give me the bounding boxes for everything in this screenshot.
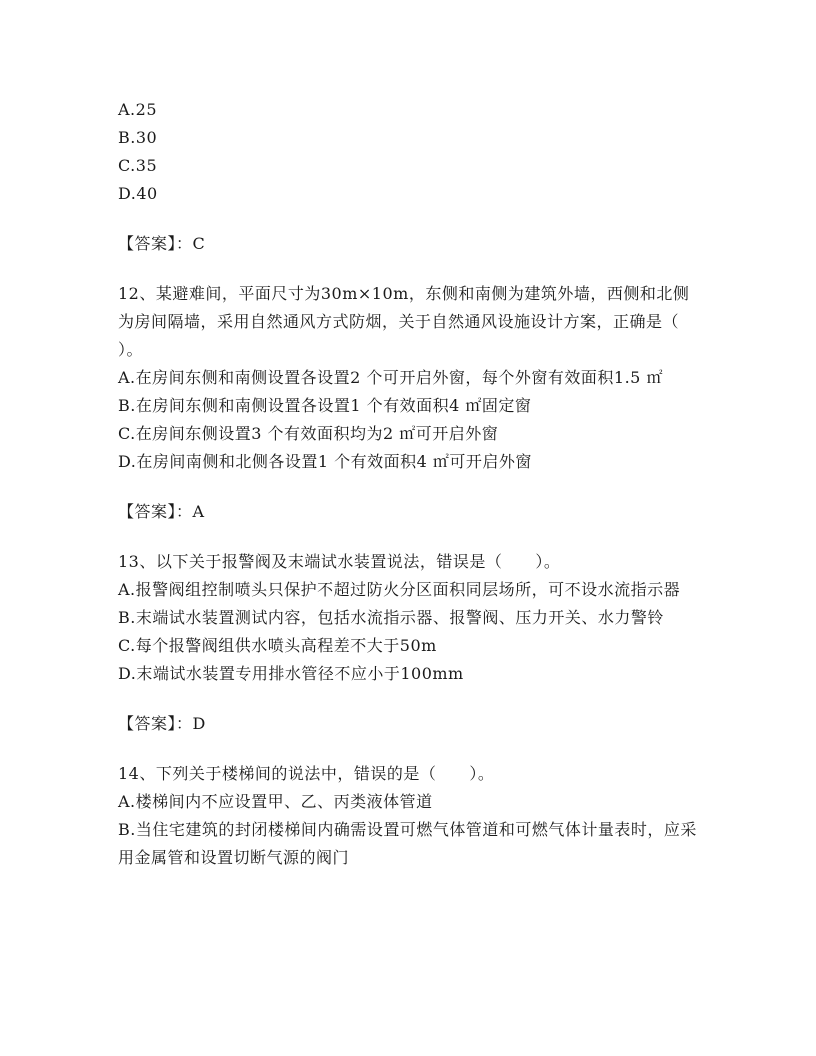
answer-12: 【答案】：A — [118, 502, 205, 521]
option-a: A.在房间东侧和南侧设置各设置2 个可开启外窗，每个外窗有效面积1.5 ㎡ — [118, 368, 663, 387]
question-stem: 12、某避难间，平面尺寸为30m×10m，东侧和南侧为建筑外墙，西侧和北侧为房间隔墙，采用自然通风方式防烟，关于自然通风设施设计方案，正确是（ ）。 — [118, 284, 713, 359]
option-a: A.楼梯间内不应设置甲、乙、丙类液体管道 — [118, 792, 433, 811]
option-b: B.在房间东侧和南侧设置各设置1 个有效面积4 ㎡固定窗 — [118, 396, 532, 415]
option-c: C.35 — [118, 156, 158, 175]
question-13 — [118, 548, 698, 688]
question-14 — [118, 760, 698, 872]
question-11-options — [118, 96, 698, 208]
option-a: A.25 — [118, 100, 157, 119]
question-stem: 14、下列关于楼梯间的说法中，错误的是（ ）。 — [118, 764, 495, 783]
option-d: D.在房间南侧和北侧各设置1 个有效面积4 ㎡可开启外窗 — [118, 452, 532, 471]
option-a: A.报警阀组控制喷头只保护不超过防火分区面积同层场所，可不设水流指示器 — [118, 580, 681, 599]
option-d: D.40 — [118, 184, 158, 203]
option-d: D.末端试水装置专用排水管径不应小于100mm — [118, 664, 464, 683]
option-b: B.当住宅建筑的封闭楼梯间内确需设置可燃气体管道和可燃气体计量表时，应采用金属管和设置切断气源的阀门 — [118, 820, 697, 867]
answer-13: 【答案】：D — [118, 714, 206, 733]
question-12 — [118, 280, 713, 476]
answer-11: 【答案】：C — [118, 234, 206, 253]
option-b: B.30 — [118, 128, 158, 147]
document-page — [118, 96, 713, 872]
question-stem: 13、以下关于报警阀及末端试水装置说法，错误是（ ）。 — [118, 552, 561, 571]
option-c: C.每个报警阀组供水喷头高程差不大于50m — [118, 636, 437, 655]
option-c: C.在房间东侧设置3 个有效面积均为2 ㎡可开启外窗 — [118, 424, 499, 443]
option-b: B.末端试水装置测试内容，包括水流指示器、报警阀、压力开关、水力警铃 — [118, 608, 664, 627]
